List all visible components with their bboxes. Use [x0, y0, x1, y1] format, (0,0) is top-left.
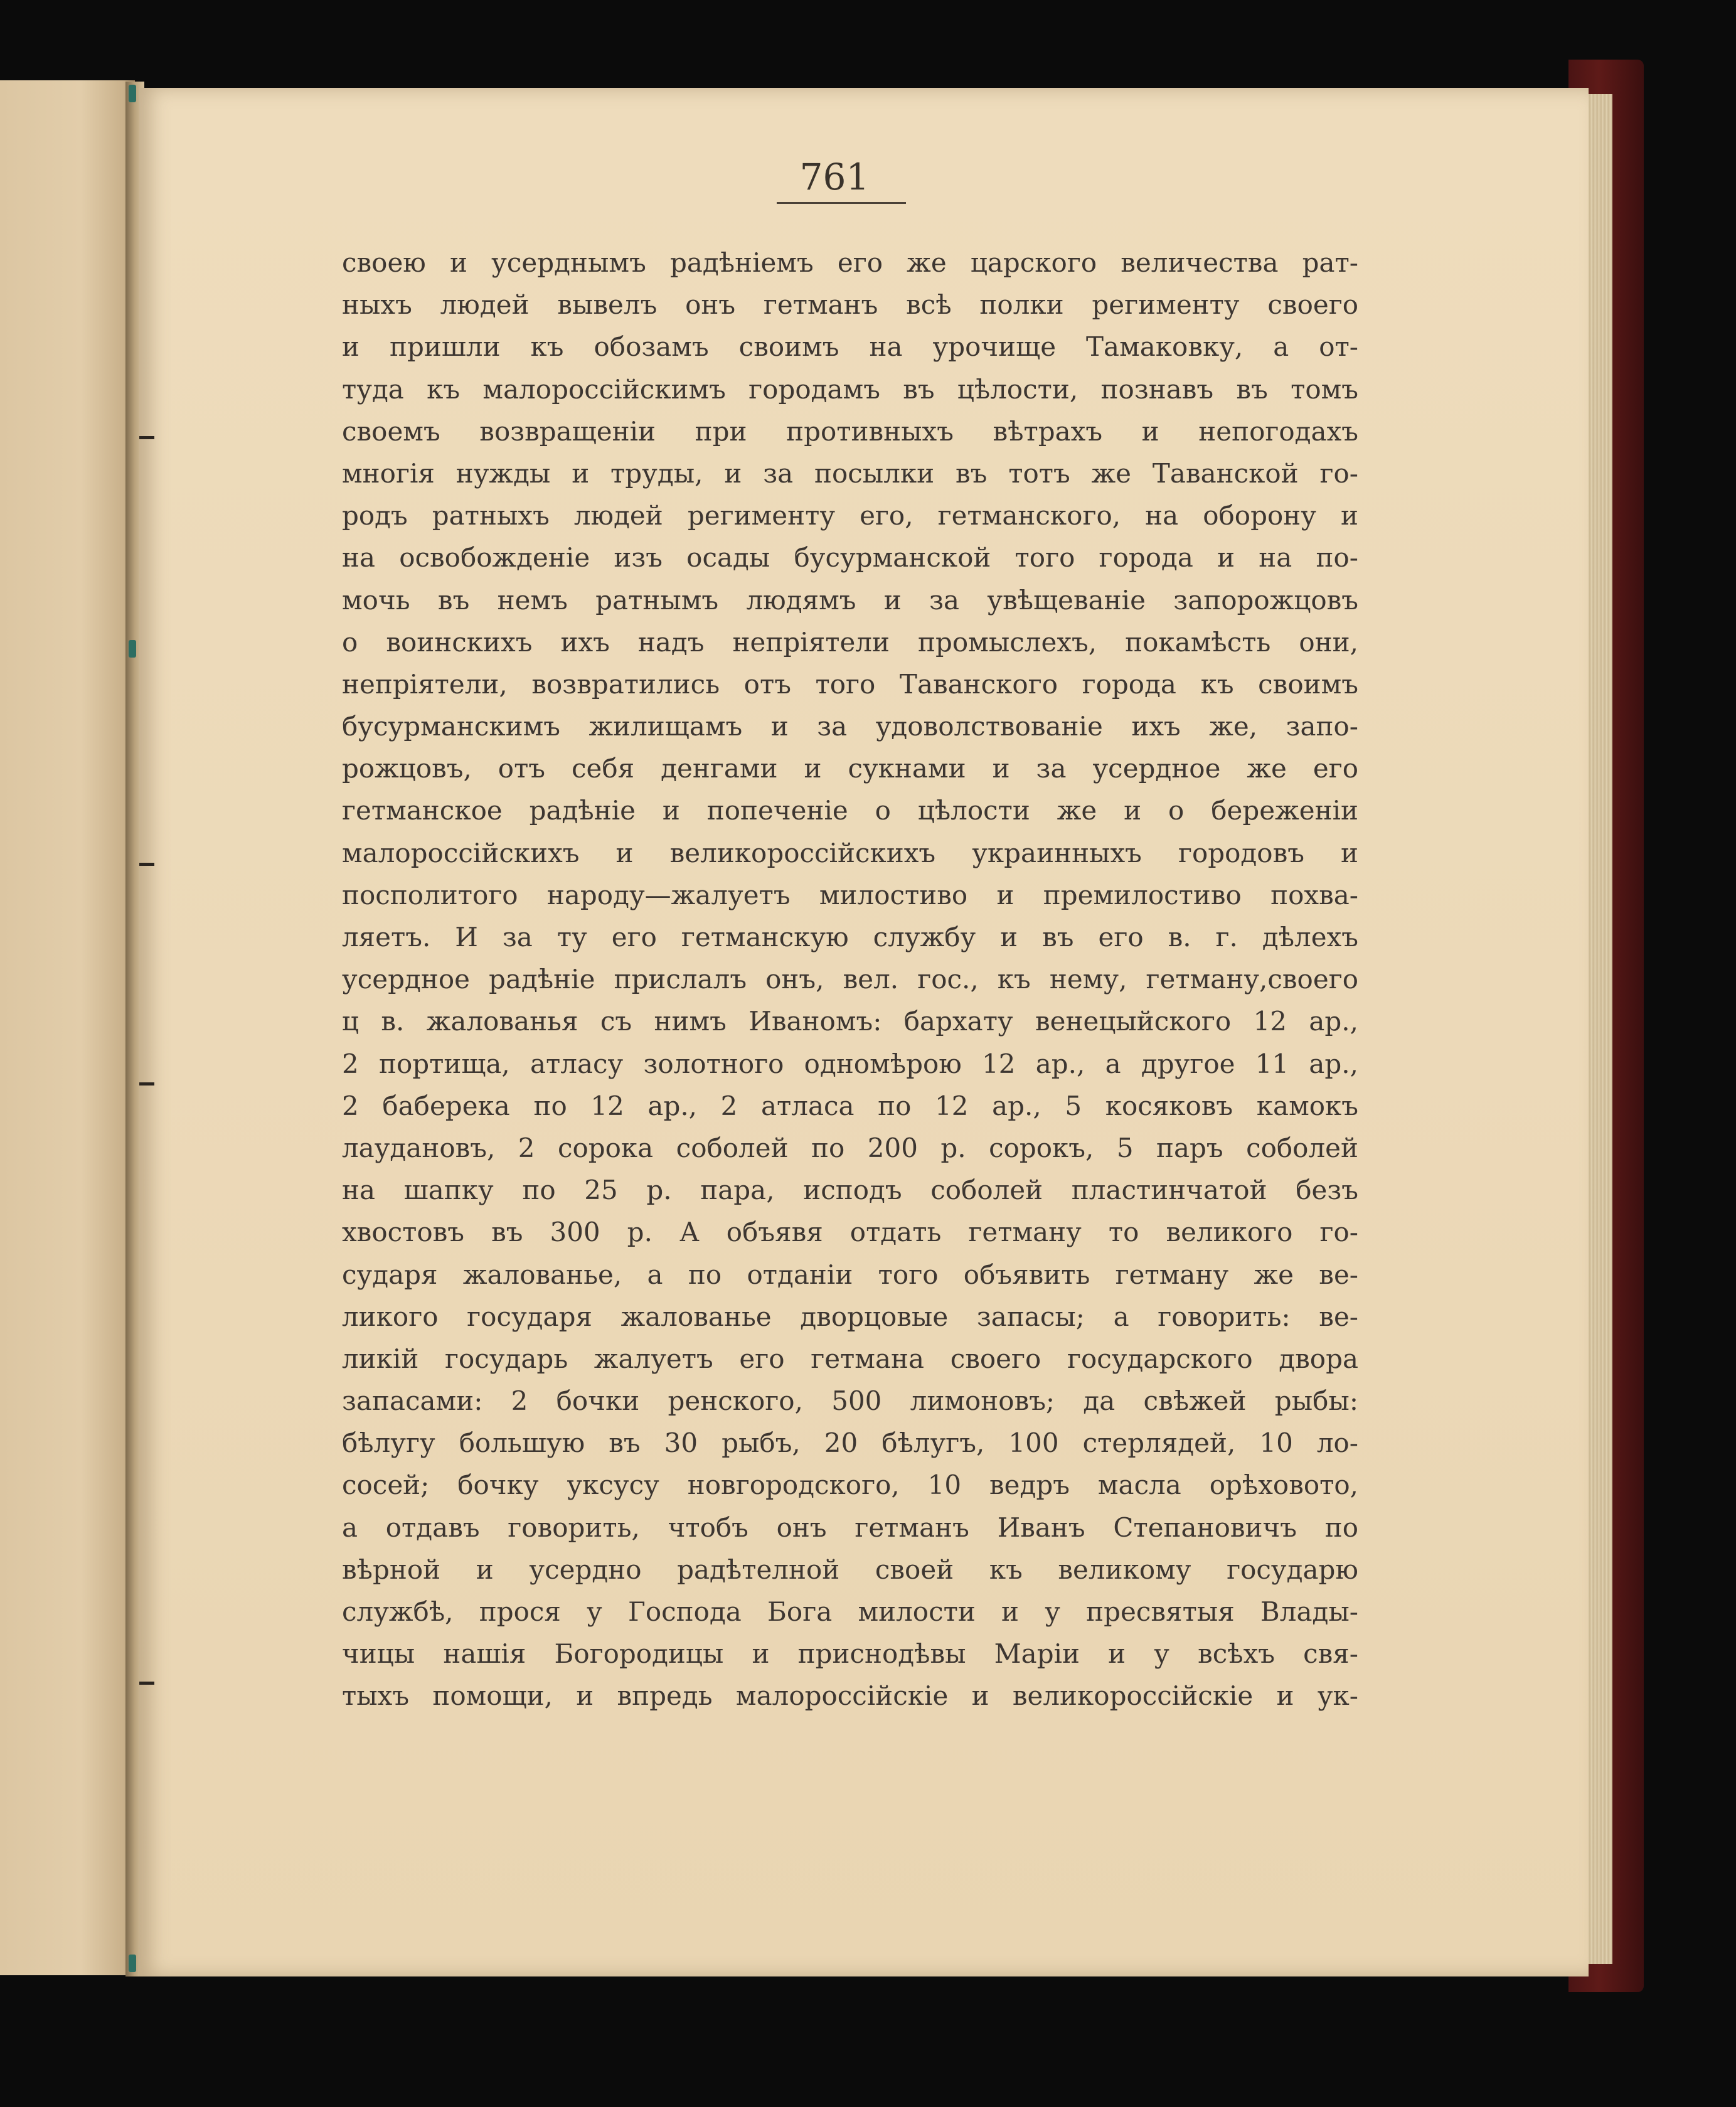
text-line: рожцовъ, отъ себя денгами и сукнами и за усердное же его [342, 753, 1358, 784]
text-line: службѣ, прося у Господа Бога милости и у пресвятыя Влады- [342, 1596, 1358, 1627]
text-line: родъ ратныхъ людей регименту его, гетманского, на оборону и [342, 500, 1358, 531]
text-line: посполитого народу—жалуетъ милостиво и премилостиво похва- [342, 879, 1358, 910]
text-line: непріятели, возвратились отъ того Таванского города къ своимъ [342, 668, 1358, 700]
binding-thread [129, 1955, 136, 1972]
body-text [342, 242, 1358, 1717]
text-line: лаудановъ, 2 сорока соболей по 200 р. сорокъ, 5 паръ соболей [342, 1132, 1358, 1163]
page-number: 761 [799, 156, 870, 198]
margin-tick [139, 1082, 154, 1086]
binding-thread [129, 85, 136, 102]
text-line: на освобожденіе изъ осады бусурманской того города и на по- [342, 542, 1358, 573]
text-line: сосей; бочку уксусу новгородского, 10 ведръ масла орѣховото, [342, 1470, 1358, 1501]
text-line: а отдавъ говорить, чтобъ онъ гетманъ Иванъ Степановичъ по [342, 1512, 1358, 1543]
text-line: своемъ возвращеніи при противныхъ вѣтрахъ и непогодахъ [342, 415, 1358, 447]
text-line: усердное радѣніе прислалъ онъ, вел. гос., къ нему, гетману,своего [342, 964, 1358, 995]
margin-tick [139, 863, 154, 866]
text-line: ныхъ людей вывелъ онъ гетманъ всѣ полки регименту своего [342, 289, 1358, 321]
text-line: гетманское радѣніе и попеченіе о цѣлости же и о береженіи [342, 795, 1358, 826]
text-line: бусурманскимъ жилищамъ и за удоволствованіе ихъ же, запо- [342, 711, 1358, 742]
page-number-rule [777, 202, 906, 204]
text-line: сударя жалованье, а по отданіи того объявить гетману же ве- [342, 1259, 1358, 1290]
text-line: чицы нашія Богородицы и приснодѣвы Маріи и у всѣхъ свя- [342, 1638, 1358, 1670]
text-line: на шапку по 25 р. пара, исподъ соболей пластинчатой безъ [342, 1175, 1358, 1206]
text-line: ц в. жалованья съ нимъ Иваномъ: бархату венецыйского 12 ар., [342, 1006, 1358, 1037]
left-page [0, 80, 135, 1975]
text-line: 2 баберека по 12 ар., 2 атласа по 12 ар., 5 косяковъ камокъ [342, 1090, 1358, 1121]
text-line: своею и усерднымъ радѣніемъ его же царского величества рат- [342, 247, 1358, 278]
text-line: бѣлугу большую въ 30 рыбъ, 20 бѣлугъ, 100 стерлядей, 10 ло- [342, 1427, 1358, 1459]
text-line: ликого государя жалованье дворцовые запасы; а говорить: ве- [342, 1301, 1358, 1332]
text-line: и пришли къ обозамъ своимъ на урочище Тамаковку, а от- [342, 331, 1358, 363]
text-line: ляетъ. И за ту его гетманскую службу и въ его в. г. дѣлехъ [342, 922, 1358, 952]
binding-thread [129, 640, 136, 658]
text-line: мочь въ немъ ратнымъ людямъ и за увѣщеваніе запорожцовъ [342, 584, 1358, 616]
text-line: о воинскихъ ихъ надъ непріятели промыслехъ, покамѣсть они, [342, 626, 1358, 658]
margin-tick [139, 1682, 154, 1685]
text-line: тыхъ помощи, и впредь малороссійскіе и великороссійскіе и ук- [342, 1680, 1358, 1712]
text-line: вѣрной и усердно радѣтелной своей къ великому государю [342, 1554, 1358, 1585]
text-line: многія нужды и труды, и за посылки въ тотъ же Таванской го- [342, 457, 1358, 489]
text-line: 2 портища, атласу золотного одномѣрою 12 ар., а другое 11 ар., [342, 1048, 1358, 1079]
margin-tick [139, 436, 154, 439]
text-line: туда къ малороссійскимъ городамъ въ цѣлости, познавъ въ томъ [342, 373, 1358, 405]
text-line: ликій государь жалуетъ его гетмана своего государского двора [342, 1343, 1358, 1374]
text-line: малороссійскихъ и великороссійскихъ украинныхъ городовъ и [342, 837, 1358, 868]
text-line: запасами: 2 бочки ренского, 500 лимоновъ; да свѣжей рыбы: [342, 1385, 1358, 1417]
text-line: хвостовъ въ 300 р. А объявя отдать гетману то великого го- [342, 1217, 1358, 1248]
